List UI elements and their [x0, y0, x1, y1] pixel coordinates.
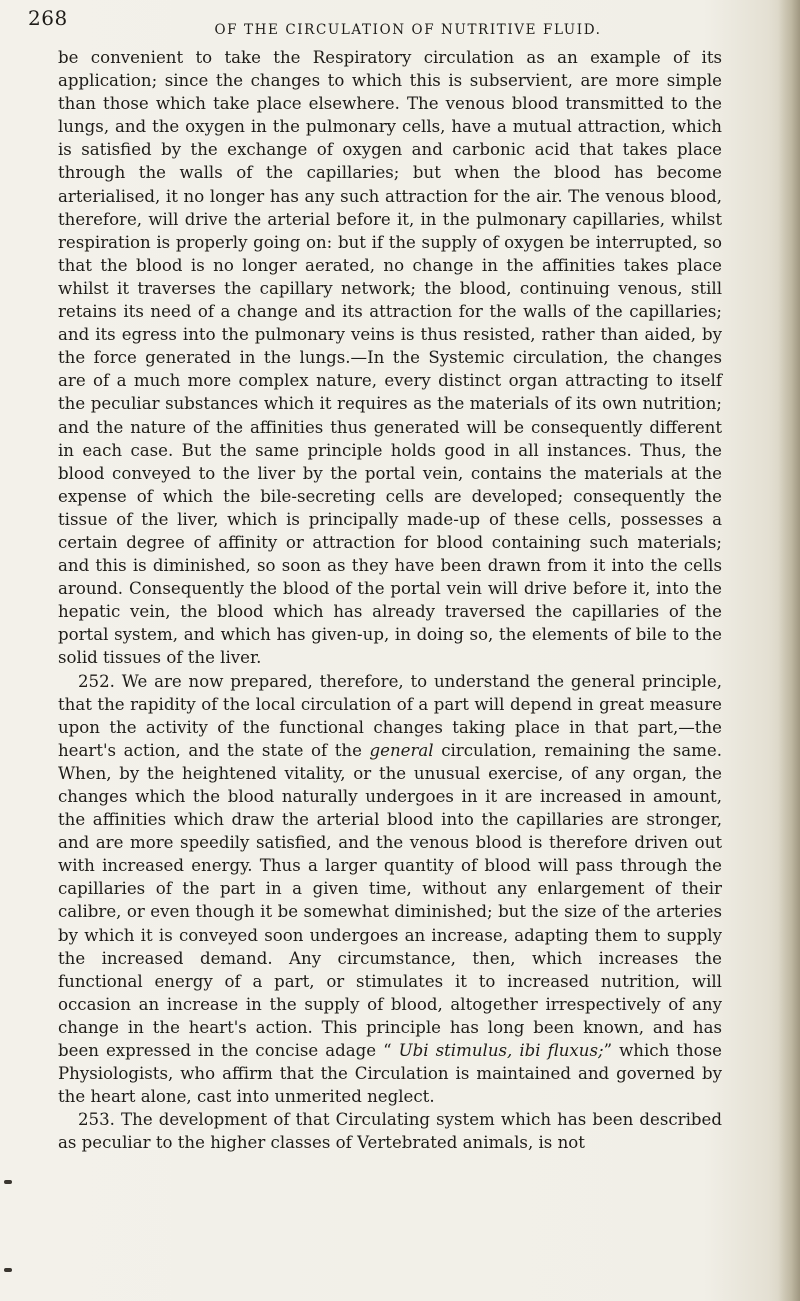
paragraph-text: be convenient to take the Respiratory circulation as an example of its application; since the changes to which this is subservient, are more simple than those which take place elsewhere. The venous blood transmitted to the lungs, and the oxygen in the pulmonary cells, have a mutual attraction, which is satisfied by the exchange of oxygen and carbonic acid that takes place through the walls of the capillaries; but when the blood has become arterialised, it no longer has any such attraction for the air. The venous blood, therefore, will drive the arterial before it, in the pulmonary capillaries, whilst respiration is properly going on: but if the supply of oxygen be interrupted, so that the blood is no longer aerated, no change in the affinities takes place whilst it traverses the capillary network; the blood, continuing venous, still retains its need of a change and its attraction for the walls of the capillaries; and its egress into the pulmonary veins is thus resisted, rather than aided, by the force generated in the lungs.—In the Systemic circulation, the changes are of a much more complex nature, every distinct organ attracting to itself the peculiar substances which it requires as the materials of its own nutrition; and the nature of the affinities thus generated will be consequently different in each case. But the same principle holds good in all instances. Thus, the blood conveyed to the liver by the portal vein, contains the materials at the expense of which the bile-secreting cells are developed; consequently the tissue of the liver, which is principally made-up of these cells, possesses a certain degree of affinity or attraction for blood containing such materials; and this is diminished, so soon as they have been drawn from it into the cells around. Consequently the blood of the portal vein will drive before it, into the hepatic vein, the blood which has already traversed the capillaries of the portal system, and which has given-up, in doing so, the elements of bile to the solid tissues of the liver. [58, 48, 722, 668]
running-head: OF THE CIRCULATION OF NUTRITIVE FLUID. [214, 22, 602, 38]
paragraph-text: 252. We are now prepared, therefore, to understand the general principle, that the rapidity of the local circulation of a part will depend in great measure upon the activity of the functional changes taking place in that part,—the heart's action, and the state of the [58, 671, 722, 760]
paragraph-text: ” which those Physiologists, who affirm that the Circulation is maintained and governed by the heart alone, cast into unmerited neglect. [58, 1041, 722, 1107]
page-binding-shadow [778, 0, 800, 1301]
paragraph-text: circulation, remaining the same. When, by the heightened vitality, or the unusual exercise, of any organ, the changes which the blood naturally undergoes in it are increased in amount, the affinities which draw the arterial blood into the capillaries are stronger, and are more speedily satisfied, and the venous blood is therefore driven out with increased energy. Thus a larger quantity of blood will pass through the capillaries of the part in a given time, without any enlargement of their calibre, or even though it be somewhat diminished; but the size of the arteries by which it is conveyed soon undergoes an increase, adapting them to supply the increased demand. Any circumstance, then, which increases the functional energy of a part, or stimulates it to increased nutrition, will occasion an increase in the supply of blood, altogether irrespectively of any change in the heart's action. This principle has long been known, and has been expressed in the concise adage “ [58, 740, 722, 1061]
paragraph-text: 253. The development of that Circulating system which has been described as peculiar to the higher classes of Vertebrated animals, is not [58, 1110, 722, 1153]
page-number: 268 [28, 6, 68, 30]
italic-term: general [369, 740, 434, 760]
body-text [58, 46, 722, 1155]
paragraph-continuation [58, 46, 722, 670]
ink-mark [4, 1268, 12, 1272]
page-header [28, 6, 728, 46]
italic-adage: Ubi stimulus, ibi fluxus; [398, 1041, 604, 1061]
ink-mark [4, 1180, 12, 1184]
paragraph-253 [58, 1108, 722, 1154]
paragraph-252 [58, 670, 722, 1109]
